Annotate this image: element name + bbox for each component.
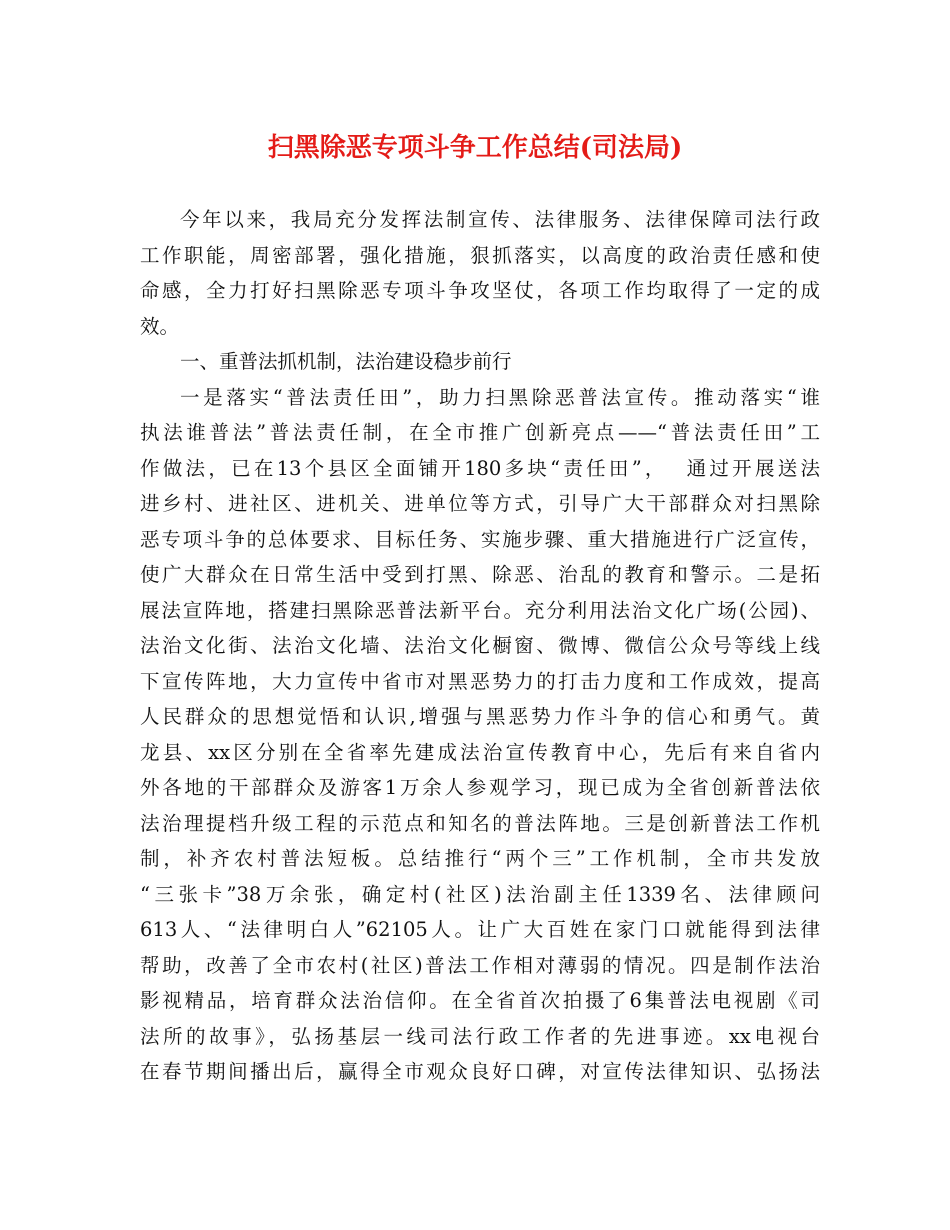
paragraph-line: 工作职能，周密部署，强化措施，狠抓落实，以高度的政治责任感和使 xyxy=(140,243,820,267)
paragraph-line: 进乡村、进社区、进机关、进单位等方式，引导广大干部群众对扫黑除 xyxy=(140,492,820,515)
paragraph-line: “三张卡”38万余张，确定村(社区)法治副主任1339名、法律顾问 xyxy=(140,882,820,906)
section-heading: 一、重普法抓机制，法治建设稳步前行 xyxy=(180,350,512,373)
paragraph-line: 法所的故事》，弘扬基层一线司法行政工作者的先进事迹。xx电视台 xyxy=(140,1024,820,1048)
paragraph-line: 下宣传阵地，大力宣传中省市对黑恶势力的打击力度和工作成效，提高 xyxy=(140,669,820,693)
document-body xyxy=(140,202,820,1090)
paragraph-line: 作做法，已在13个县区全面铺开180多块“责任田”， 通过开展送法 xyxy=(140,456,820,480)
paragraph-line: 人民群众的思想觉悟和认识,增强与黑恶势力作斗争的信心和勇气。黄 xyxy=(140,705,820,728)
paragraph-line: 展法宣阵地，搭建扫黑除恶普法新平台。充分利用法治文化广场(公园)、 xyxy=(140,598,820,622)
paragraph-line: 使广大群众在日常生活中受到打黑、除恶、治乱的教育和警示。二是拓 xyxy=(140,563,820,586)
paragraph-line: 效。 xyxy=(140,314,180,338)
paragraph-line: 一是落实“普法责任田”，助力扫黑除恶普法宣传。推动落实“谁 xyxy=(180,385,820,409)
paragraph-line: 法治理提档升级工程的示范点和知名的普法阵地。三是创新普法工作机 xyxy=(140,811,820,835)
paragraph-line: 制，补齐农村普法短板。总结推行“两个三”工作机制，全市共发放 xyxy=(140,847,820,870)
paragraph-line: 影视精品，培育群众法治信仰。在全省首次拍摄了6集普法电视剧《司 xyxy=(140,989,820,1012)
paragraph-line: 执法谁普法”普法责任制，在全市推广创新亮点——“普法责任田”工 xyxy=(140,421,820,444)
paragraph-line: 龙县、xx区分别在全省率先建成法治宣传教育中心，先后有来自省内 xyxy=(140,740,820,764)
paragraph-line: 今年以来，我局充分发挥法制宣传、法律服务、法律保障司法行政 xyxy=(180,208,820,231)
paragraph-line: 恶专项斗争的总体要求、目标任务、实施步骤、重大措施进行广泛宣传， xyxy=(140,527,820,551)
document-title: 扫黑除恶专项斗争工作总结(司法局) xyxy=(267,133,683,163)
paragraph-line: 在春节期间播出后，赢得全市观众良好口碑，对宣传法律知识、弘扬法 xyxy=(140,1060,820,1083)
paragraph-line: 命感，全力打好扫黑除恶专项斗争攻坚仗，各项工作均取得了一定的成 xyxy=(140,279,820,302)
paragraph-line: 帮助，改善了全市农村(社区)普法工作相对薄弱的情况。四是制作法治 xyxy=(140,953,820,977)
paragraph-line: 613人、“法律明白人”62105人。让广大百姓在家门口就能得到法律 xyxy=(140,918,820,941)
paragraph-line: 法治文化街、法治文化墙、法治文化橱窗、微博、微信公众号等线上线 xyxy=(140,634,820,657)
paragraph-line: 外各地的干部群众及游客1万余人参观学习，现已成为全省创新普法依 xyxy=(140,776,820,799)
